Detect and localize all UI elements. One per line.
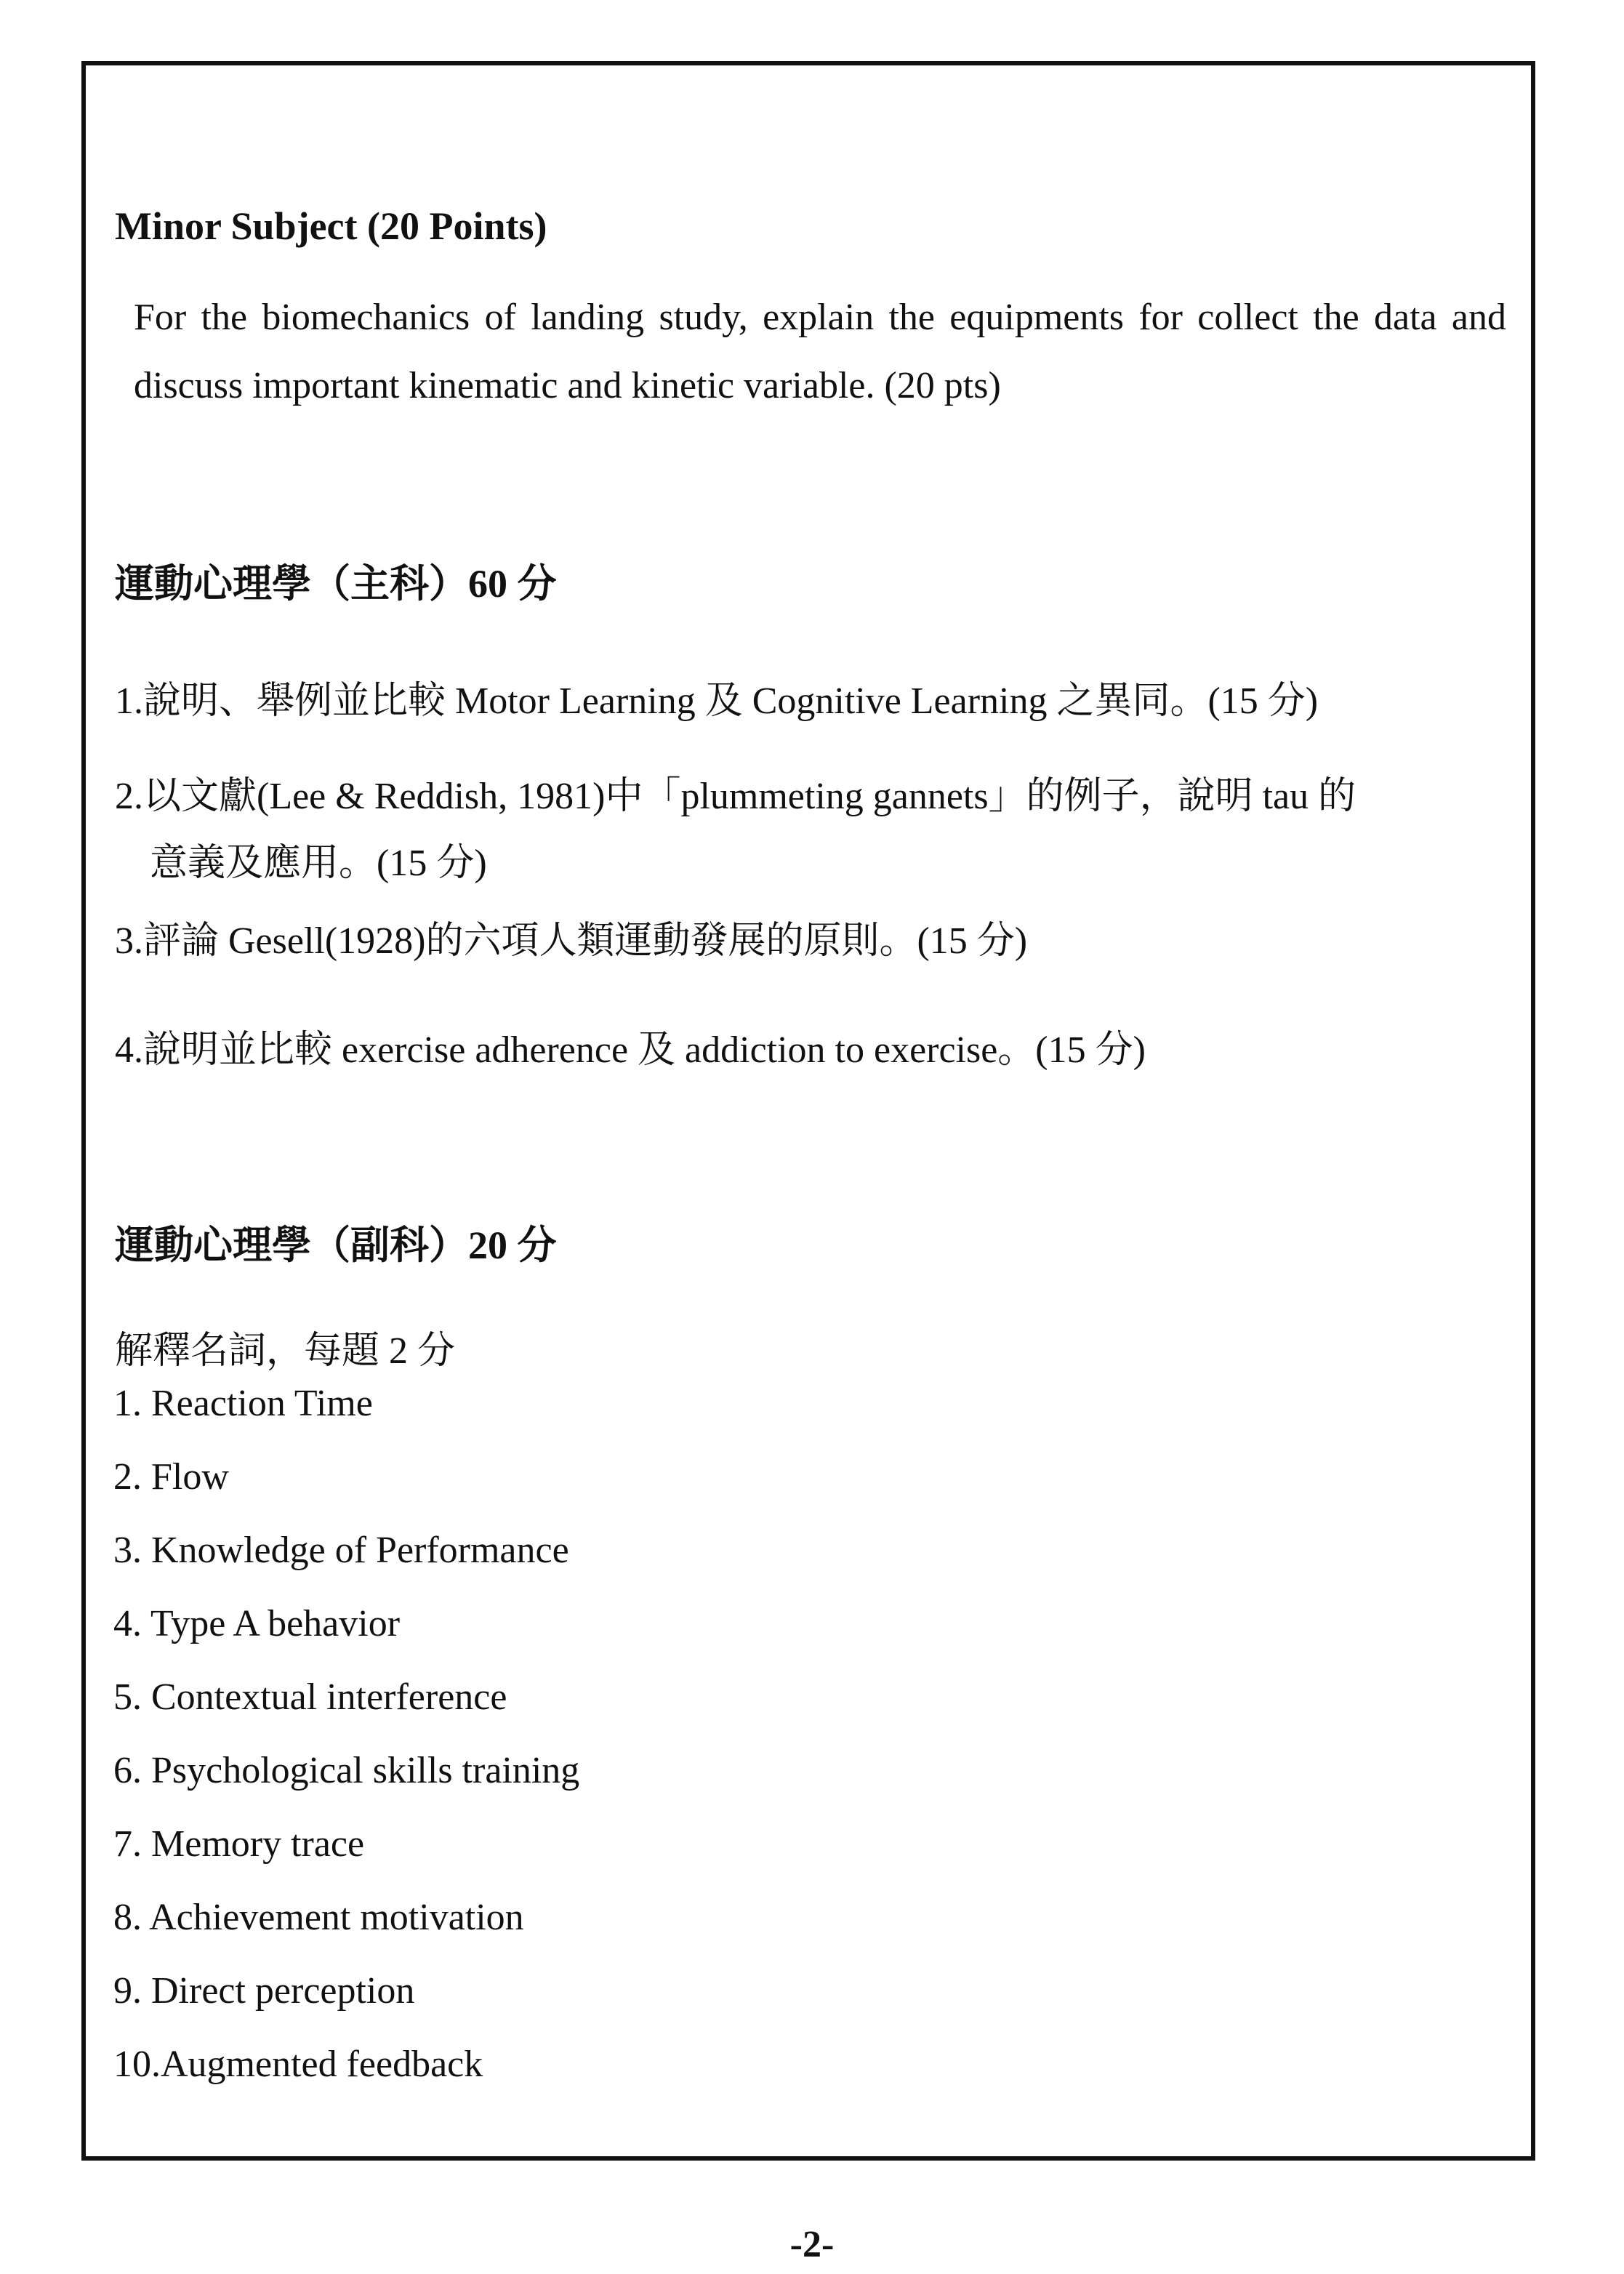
biomechanics-question: For the biomechanics of landing study, explain the equipments for collect the data and discuss important kinematic and kinetic variable. (20 pts) [134,297,1506,406]
exam-page-frame [81,61,1535,2161]
term-item: 4. Type A behavior [113,1603,401,1644]
term-item: 9. Direct perception [113,1970,415,2012]
major-question-4: 4.說明並比較 exercise adherence 及 addiction to exercise。(15 分) [115,1029,1146,1071]
page-number: -2- [789,2224,835,2265]
term-item: 3. Knowledge of Performance [113,1530,569,1571]
term-instruction: 解釋名詞，每題 2 分 [115,1330,456,1372]
major-section-heading: 運動心理學（主科）60 分 [115,562,557,606]
major-question-2-line1: 2.以文獻(Lee & Reddish, 1981)中「plummeting gannets」的例子，說明 tau 的 [115,776,1356,817]
term-item: 1. Reaction Time [113,1383,373,1424]
term-item: 8. Achievement motivation [113,1897,524,1938]
major-question-2 [115,763,1506,897]
term-item: 2. Flow [113,1456,229,1498]
term-item: 10.Augmented feedback [113,2044,483,2085]
major-question-2-line2: 意義及應用。(15 分) [150,843,487,884]
minor-section-heading: 運動心理學（副科）20 分 [115,1224,557,1267]
term-list [113,1367,579,2101]
minor-subject-heading: Minor Subject (20 Points) [115,204,547,248]
term-item: 6. Psychological skills training [113,1750,580,1791]
major-question-1: 1.說明、舉例並比較 Motor Learning 及 Cognitive Learning 之異同。(15 分) [115,680,1319,722]
term-item: 5. Contextual interference [113,1676,507,1718]
major-question-3: 3.評論 Gesell(1928)的六項人類運動發展的原則。(15 分) [115,920,1028,962]
term-item: 7. Memory trace [113,1823,365,1865]
